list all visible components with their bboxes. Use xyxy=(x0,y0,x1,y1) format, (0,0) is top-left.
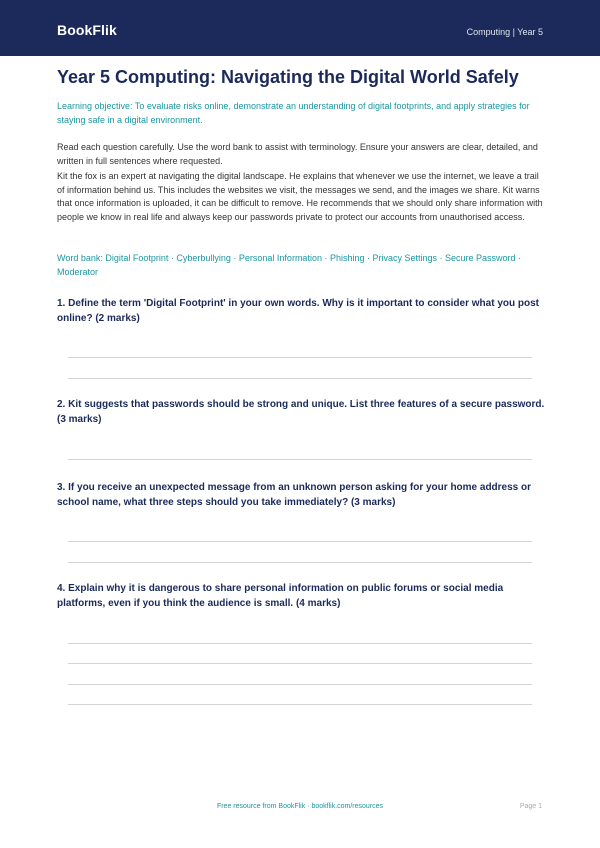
answer-line[interactable] xyxy=(68,643,532,644)
question-2: 2. Kit suggests that passwords should be strong and unique. List three features of a secure password. (3 marks) xyxy=(57,399,545,425)
answer-line[interactable] xyxy=(68,357,532,358)
brand-logo: BookFlik xyxy=(57,22,117,38)
answer-line[interactable] xyxy=(68,378,532,379)
word-bank: Word bank: Digital Footprint · Cyberbullying · Personal Information · Phishing · Privacy Settings · Secure Password · Moderator xyxy=(57,253,522,277)
page-number: Page 1 xyxy=(519,803,542,810)
question-3: 3. If you receive an unexpected message from an unknown person asking for your home address or school name, what three steps should you take immediately? (3 marks) xyxy=(57,482,532,508)
answer-line[interactable] xyxy=(68,459,532,460)
question-1: 1. Define the term 'Digital Footprint' in your own words. Why is it important to consider what you post online? (2 marks) xyxy=(57,298,539,324)
header-bar xyxy=(0,0,600,56)
learning-objective: Learning objective: To evaluate risks online, demonstrate an understanding of digital footprints, and apply strategies for staying safe in a digital environment. xyxy=(57,101,530,125)
answer-line[interactable] xyxy=(68,684,532,685)
question-4: 4. Explain why it is dangerous to share personal information on public forums or social media platforms, even if you think the audience is small. (4 marks) xyxy=(57,583,504,609)
answer-line[interactable] xyxy=(68,562,532,563)
page-title: Year 5 Computing: Navigating the Digital World Safely xyxy=(57,67,519,87)
answer-line[interactable] xyxy=(68,663,532,664)
answer-line[interactable] xyxy=(68,704,532,705)
footer-link[interactable]: Free resource from BookFlik · bookflik.com/resources xyxy=(216,803,384,810)
story-paragraph: Kit the fox is an expert at navigating the digital landscape. He explains that whenever we use the internet, we leave a trail of information behind us. This includes the websites we visit, the messages we send, and the images we share. Kit warns that once information is uploaded, it can be difficult to remove. He recommends that we should only share information with people we know in real life and always keep our passwords private to protect our accounts from unauthorised access. xyxy=(57,171,543,222)
instructions: Read each question carefully. Use the word bank to assist with terminology. Ensure your answers are clear, detailed, and written in full sentences where requested. xyxy=(57,142,538,166)
answer-line[interactable] xyxy=(68,541,532,542)
subject-year-label: Computing | Year 5 xyxy=(466,27,543,37)
